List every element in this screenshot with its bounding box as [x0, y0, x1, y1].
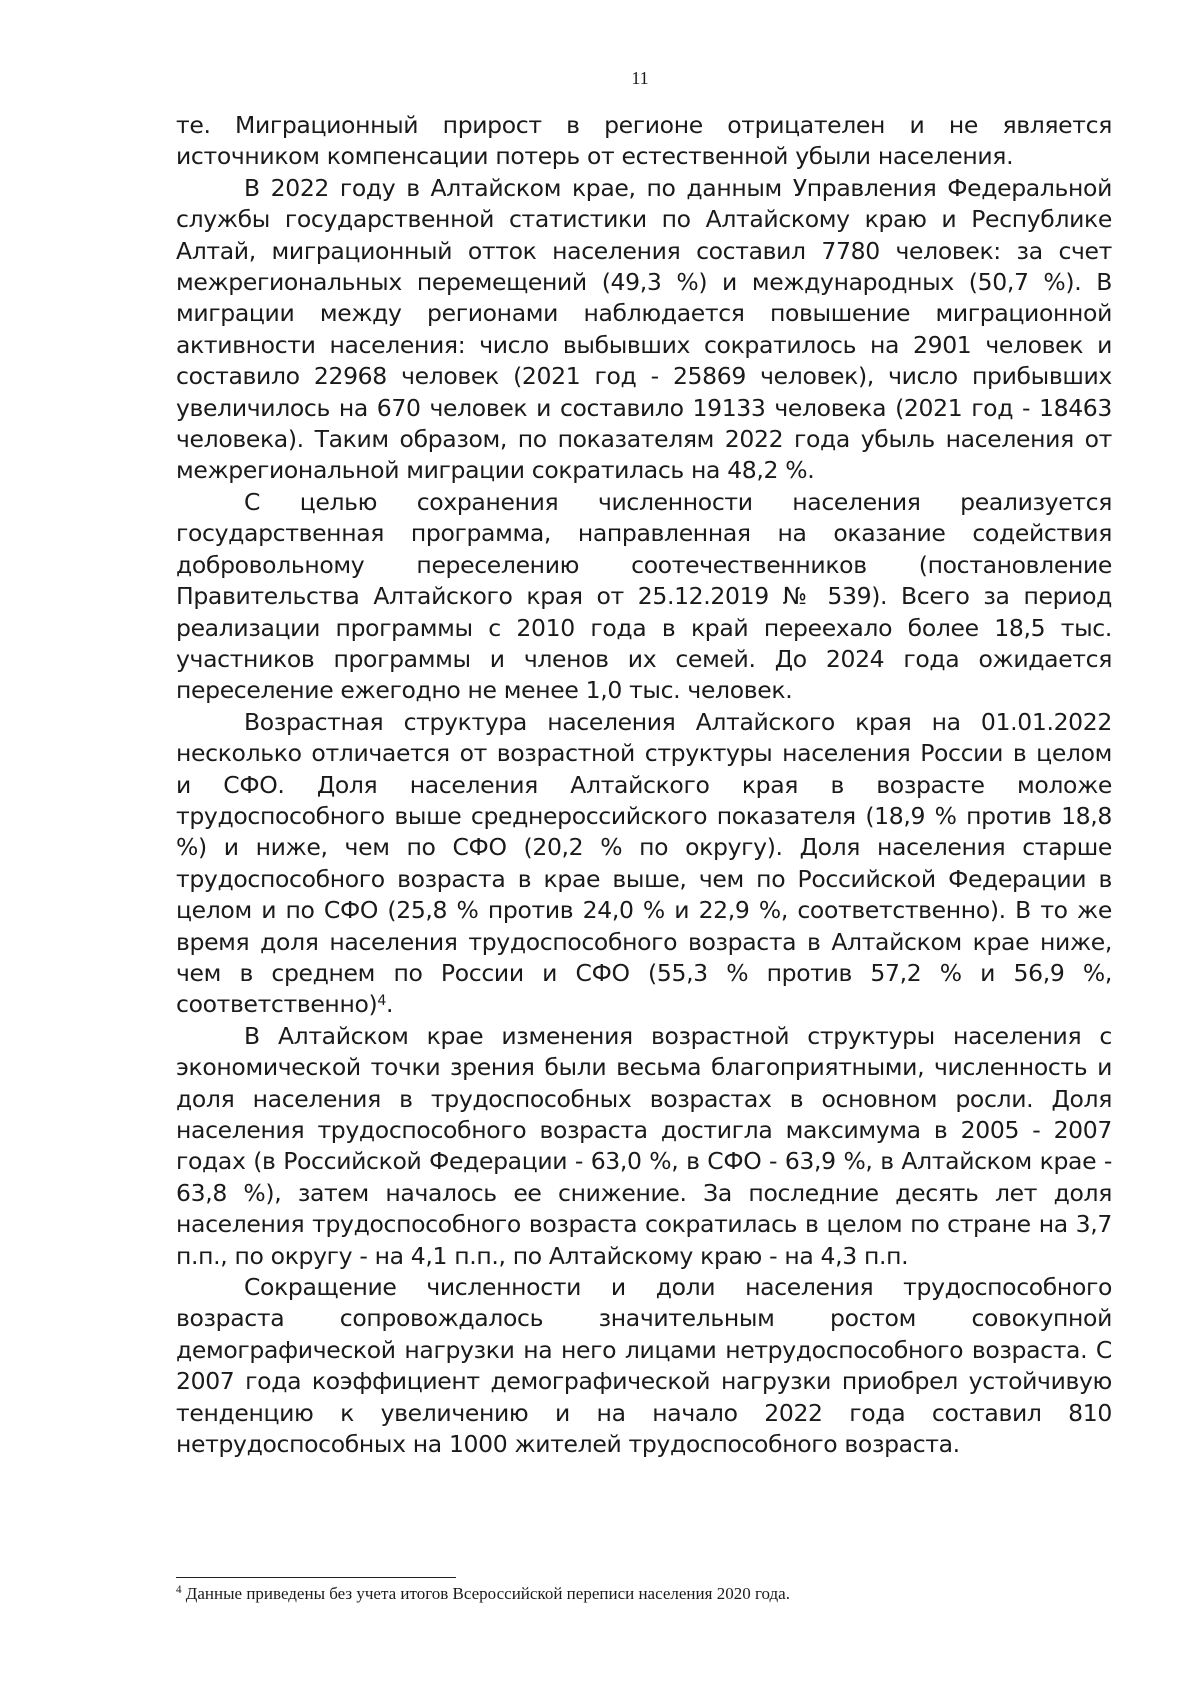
- paragraph-5: В Алтайском крае изменения возрастной структуры населения с экономической точки зрения были весьма благоприятными, численность и доля населения в трудоспособных возрастах в основном росли. Доля населения трудоспособного возраста достигла максимума в 2005 - 2007 годах (в Российской Федерации - 63,0 %, в СФО - 63,9 %, в Алтайском крае - 63,8 %), затем началось ее снижение. За последние десять лет доля населения трудоспособного возраста сократилась в целом по стране на 3,7 п.п., по округу - на 4,1 п.п., по Алтайскому краю - на 4,3 п.п.: [176, 1021, 1112, 1270]
- footnote-separator: [176, 1577, 456, 1578]
- document-body: [176, 110, 1112, 1460]
- footnote-reference[interactable]: 4: [377, 993, 386, 1010]
- footnote-text: Данные приведены без учета итогов Всероссийской переписи населения 2020 года.: [185, 1584, 790, 1603]
- footnote-marker: 4: [176, 1584, 182, 1597]
- paragraph-2: В 2022 году в Алтайском крае, по данным Управления Федеральной службы государственной статистики по Алтайскому краю и Республике Алтай, миграционный отток населения составил 7780 человек: за счет межрегиональных перемещений (49,3 %) и международных (50,7 %). В миграции между регионами наблюдается повышение миграционной активности населения: число выбывших сократилось на 2901 человек и составило 22968 человек (2021 год - 25869 человек), число прибывших увеличилось на 670 человек и составило 19133 человека (2021 год - 18463 человека). Таким образом, по показателям 2022 года убыль населения от межрегиональной миграции сократилась на 48,2 %.: [176, 173, 1112, 485]
- paragraph-6: Сокращение численности и доли населения трудоспособного возраста сопровождалось значительным ростом совокупной демографической нагрузки на него лицами нетрудоспособного возраста. С 2007 года коэффициент демографической нагрузки приобрел устойчивую тенденцию к увеличению и на начало 2022 года составил 810 нетрудоспособных на 1000 жителей трудоспособного возраста.: [176, 1273, 1112, 1459]
- footnote: [176, 1582, 1076, 1606]
- paragraph-1: те. Миграционный прирост в регионе отрицателен и не является источником компенсации потерь от естественной убыли населения.: [176, 111, 1112, 171]
- paragraph-3: С целью сохранения численности населения реализуется государственная программа, направленная на оказание содействия добровольному переселению соотечественников (постановление Правительства Алтайского края от 25.12.2019 № 539). Всего за период реализации программы с 2010 года в край переехало более 18,5 тыс. участников программы и членов их семей. До 2024 года ожидается переселение ежегодно не менее 1,0 тыс. человек.: [176, 487, 1112, 705]
- page-number: 11: [631, 68, 649, 88]
- paragraph-4-text: Возрастная структура населения Алтайского края на 01.01.2022 несколько отличается от возрастной структуры населения России в целом и СФО. Доля населения Алтайского края в возрасте моложе трудоспособного выше среднероссийского показателя (18,9 % против 18,8 %) и ниже, чем по СФО (20,2 % по округу). Доля населения старше трудоспособного возраста в крае выше, чем по Российской Федерации в целом и по СФО (25,8 % против 24,0 % и 22,9 %, соответственно). В то же время доля населения трудоспособного возраста в Алтайском крае ниже, чем в среднем по России и СФО (55,3 % против 57,2 % и 56,9 %, соответственно): [176, 707, 1112, 1019]
- paragraph-4: [176, 707, 1112, 1021]
- paragraph-4-tail: .: [385, 990, 394, 1019]
